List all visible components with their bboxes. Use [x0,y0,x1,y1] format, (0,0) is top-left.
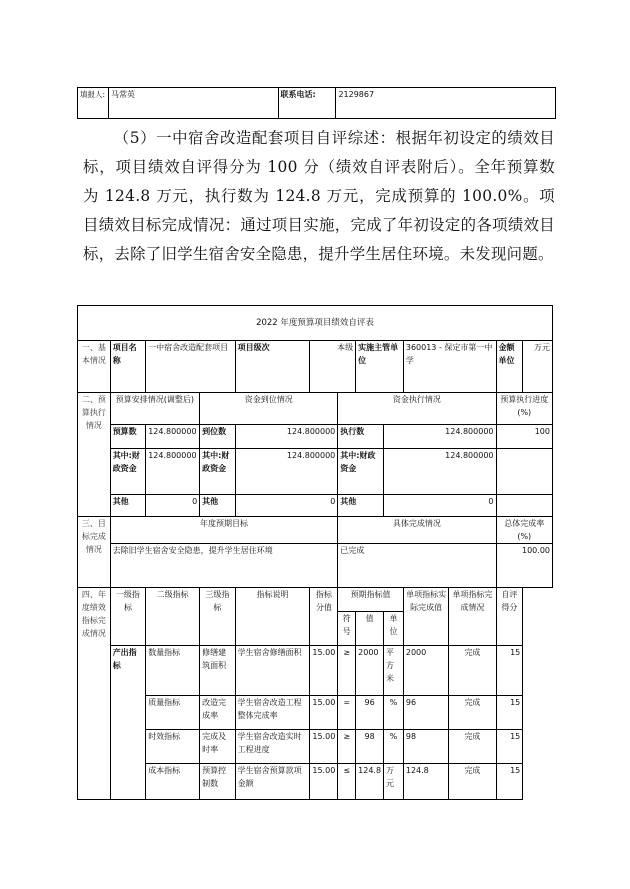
goal-target-header: 年度预期目标 [110,517,338,544]
filler-value: 马常英 [108,88,278,119]
budget-arrival-header: 资金到位情况 [200,393,338,425]
budget-other-label: 其他 [110,495,146,517]
evaluation-table [77,305,553,800]
goal-target-value: 去除旧学生宿舍安全隐患，提升学生居住环境 [110,544,338,588]
row-weight: 15.00 [310,764,338,800]
row-status: 完成 [449,646,496,696]
row-l3: 改造完成率 [200,696,236,730]
budget-value: 124.800000 [146,425,200,449]
section-basic: 一、基本情况 [78,341,111,393]
h-actual: 单项指标实际完成值 [403,588,449,646]
row-symbol: ≥ [338,730,356,764]
exec-value: 124.800000 [384,425,496,449]
row-weight: 15.00 [310,730,338,764]
h-score: 自评得分 [496,588,523,646]
table-row [78,696,553,730]
arrival-fiscal-value: 124.800000 [235,449,338,495]
budget-progress-header: 预算执行进度(%) [496,393,553,425]
amount-unit-value: 万元 [523,341,553,393]
unit-value: 360013 - 保定市第一中学 [403,341,496,393]
budget-fiscal-label: 其中:财政资金 [110,449,146,495]
row-unit: % [384,696,404,730]
row-unit: % [384,730,404,764]
row-l2: 时效指标 [146,730,200,764]
row-l2: 成本指标 [146,764,200,800]
arrival-value: 124.800000 [235,425,338,449]
row-value: 96 [356,696,384,730]
arrival-fiscal-label: 其中:财政资金 [200,449,236,495]
row-weight: 15.00 [310,646,338,696]
row-score: 15 [496,646,523,696]
filler-label: 填报人: [78,88,109,119]
narrative-paragraph: （5）一中宿舍改造配套项目自评综述：根据年初设定的绩效目标，项目绩效自评得分为 100 分（绩效自评表附后）。全年预算数为 124.8 万元，执行数为 124.8 万元，完成预算的 100.0%。项目绩效目标完成情况：通过项目实施，完成了年初设定的各项绩效目标，去除了旧学生宿舍安全隐患，提升学生居住环境。未发现问题。 [83,129,555,263]
row-score: 15 [496,764,523,800]
phone-label: 联系电话: [278,88,336,119]
row-desc: 学生宿舍改造实时工程进度 [235,730,310,764]
budget-fiscal-value: 124.800000 [146,449,200,495]
row-symbol: = [338,696,356,730]
row-value: 124.8 [356,764,384,800]
table-row [78,646,553,696]
progress-value: 100 [496,425,553,449]
row-status: 完成 [449,764,496,800]
row-value: 98 [356,730,384,764]
row-l2: 质量指标 [146,696,200,730]
h-level1: 一级指标 [110,588,146,646]
row-unit: 平方米 [384,646,404,696]
h-level3: 三级指标 [200,588,236,646]
goal-rate-value: 100.00 [496,544,553,588]
row-l3: 修缮建筑面积 [200,646,236,696]
exec-other-value: 0 [384,495,496,517]
budget-exec-header: 资金执行情况 [338,393,496,425]
project-level-value: 本级 [310,341,356,393]
arrival-label: 到位数 [200,425,236,449]
row-weight: 15.00 [310,696,338,730]
row-value: 2000 [356,646,384,696]
exec-label: 执行数 [338,425,384,449]
row-actual: 2000 [403,646,449,696]
h-value: 值 [356,612,384,646]
h-status: 单项指标完成情况 [449,588,496,646]
budget-other-value: 0 [146,495,200,517]
row-unit: 万元 [384,764,404,800]
exec-other-label: 其他 [338,495,384,517]
phone-value: 2129867 [336,88,556,119]
h-weight: 指标分值 [310,588,338,646]
row-desc: 学生宿舍预算款项金额 [235,764,310,800]
section-goals: 三、目标完成情况 [78,517,111,588]
project-name-value: 一中宿舍改造配套项目 [146,341,235,393]
budget-arrange-header: 预算安排情况(调整后) [110,393,199,425]
row-actual: 96 [403,696,449,730]
exec-fiscal-label: 其中:财政资金 [338,449,384,495]
section-indicators: 四、年度绩效指标完成情况 [78,588,111,800]
row-actual: 124.8 [403,764,449,800]
project-name-label: 项目名称 [110,341,146,393]
row-l3: 预算控制数 [200,764,236,800]
row-symbol: ≥ [338,646,356,696]
table-row [78,764,553,800]
header-table [77,87,556,119]
arrival-other-value: 0 [235,495,338,517]
h-level2: 二级指标 [146,588,200,646]
h-symbol: 符号 [338,612,356,646]
exec-fiscal-value: 124.800000 [384,449,496,495]
project-level-label: 项目级次 [235,341,310,393]
row-score: 15 [496,730,523,764]
h-unit: 单位 [384,612,404,646]
row-actual: 98 [403,730,449,764]
goal-rate-header: 总体完成率(%) [496,517,553,544]
row-score: 15 [496,696,523,730]
arrival-other-label: 其他 [200,495,236,517]
row-symbol: ≤ [338,764,356,800]
goal-actual-value: 已完成 [338,544,496,588]
row-l2: 数量指标 [146,646,200,696]
h-description: 指标说明 [235,588,310,646]
row-desc: 学生宿舍修缮面积 [235,646,310,696]
section-budget: 二、预算执行情况 [78,393,111,517]
table-title: 2022 年度预算项目绩效自评表 [78,306,553,341]
row-l3: 完成及时率 [200,730,236,764]
row-desc: 学生宿舍改造工程整体完成率 [235,696,310,730]
unit-label: 实施主管单位 [356,341,404,393]
level1-output: 产出指标 [110,646,146,800]
row-status: 完成 [449,730,496,764]
budget-label: 预算数 [110,425,146,449]
narrative-section [83,124,555,269]
row-status: 完成 [449,696,496,730]
goal-actual-header: 具体完成情况 [338,517,496,544]
table-row [78,730,553,764]
h-expected: 预期指标值 [338,588,404,612]
amount-unit-label: 金额单位 [496,341,523,393]
